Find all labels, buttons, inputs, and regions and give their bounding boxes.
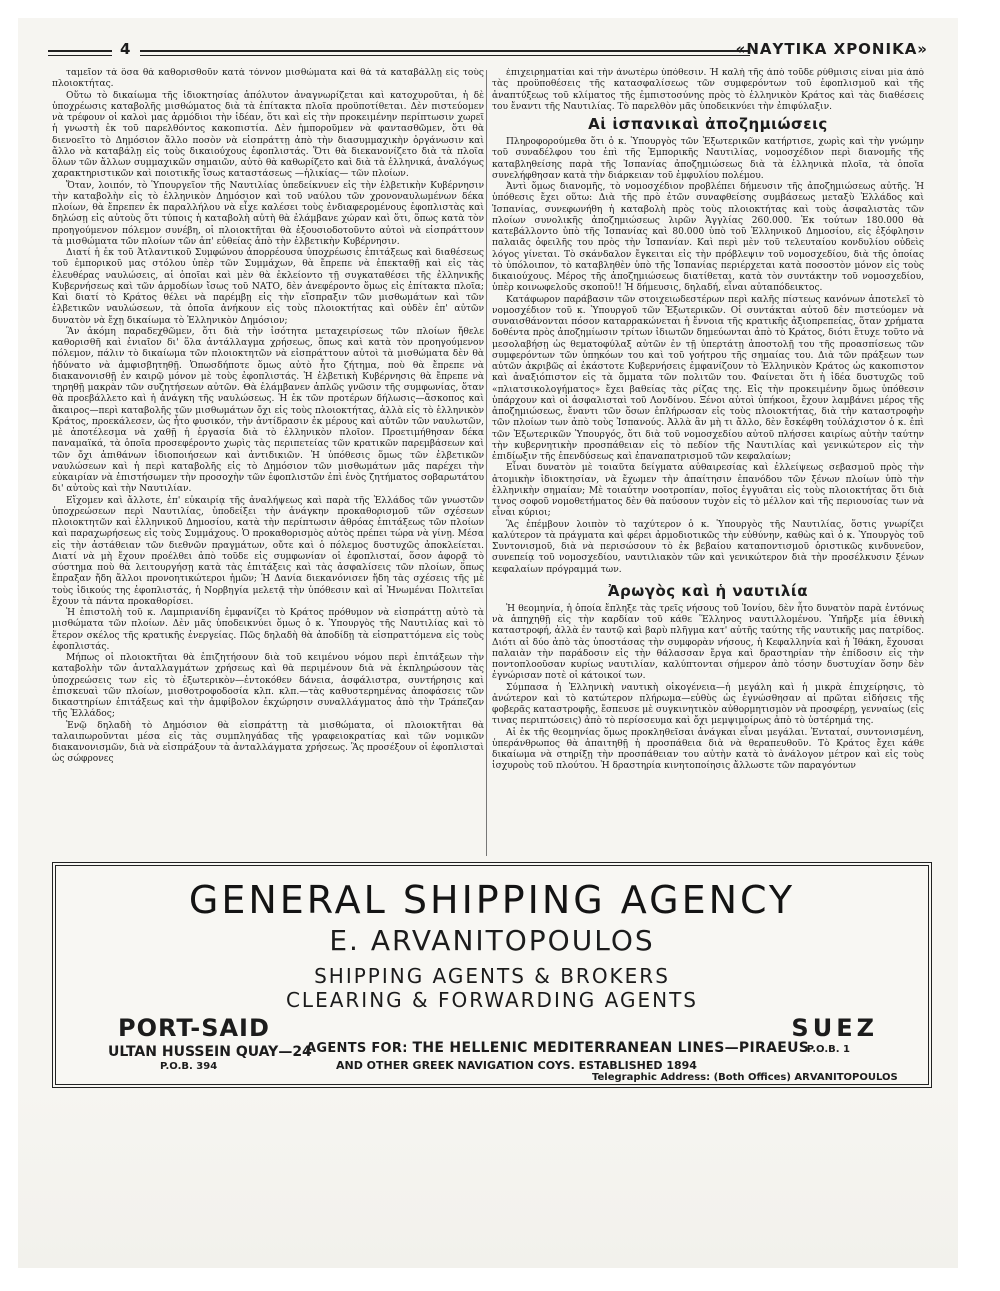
left-column <box>52 68 484 858</box>
ad-agents-prefix: AGENTS FOR: <box>306 1041 408 1056</box>
section-title-spanish-compensation: Αἱ ἱσπανικαὶ ἀποζημιώσεις <box>588 115 828 133</box>
ad-suez-pob: P.O.B. 1 <box>806 1044 850 1055</box>
ad-established: ESTABLISHED 1894 <box>578 1059 697 1072</box>
left-paragraph-4: Διατί ἡ ἐκ τοῦ Ἀτλαντικοῦ Συμφώνου ἀπορρέουσα ὑποχρέωσις ἐπιτάξεως καὶ διαθέσεως τοῦ ἐμπορικοῦ μας στόλου ὑπὲρ τῶν Συμμάχων, θὰ ἔπρεπε νὰ ἐπεκταθῇ καὶ εἰς τὰς ἐλευθέρας ναυλώσεις, αἱ ὁποῖαι καὶ μὲν θὰ ἐκλείοντο τῇ συγκαταθέσει τῆς ἑλληνικῆς Κυβερνήσεως καὶ τῶν ἁρμοδίων ἴσως τοῦ ΝΑΤΟ, δὲν ἀνεφέροντο ὅμως εἰς ἐπίτακτα πλοῖα; Καὶ διατί τὸ Κράτος θέλει νὰ παρέμβῃ εἰς τὴν εἴσπραξιν τῶν μισθωμάτων καὶ τῶν ἑλβετικῶν ναυλώσεων, τὰ ὁποῖα ἀνήκουν εἰς τοὺς πλοιοκτήτας καὶ οὐδὲν ἐπ' αὐτῶν δυνατὸν νὰ ἔχῃ δικαίωμα τὸ Ἑλληνικὸν Δημόσιον; <box>52 248 484 326</box>
right-intro-paragraph: ἐπιχειρηματίαι καὶ τὴν ἀνωτέρω ὑπόθεσιν. Ἡ καλὴ τῆς ἀπὸ τοῦδε ρύθμισις εἶναι μία ἀπὸ τὰς προϋποθέσεις τῆς κατασφαλίσεως τῶν συμφερόντων τοῦ ἐφοπλισμοῦ καὶ τῆς ἀναπτύξεως τοῦ κλίματος τῆς ἐμπιστοσύνης πρὸς τὸ ἑλληνικὸν Κράτος καὶ τὰς διαθέσεις του ἔναντι τῆς Ναυτιλίας. Τὸ παρελθὸν μᾶς ὑποδεικνύει τὴν ἐπιφύλαξιν. <box>492 68 924 112</box>
left-paragraph-5: Ἂν ἀκόμη παραδεχθῶμεν, ὅτι διὰ τὴν ἰσότητα μεταχειρίσεως τῶν πλοίων ἤθελε καθορισθῆ καὶ ἑνιαῖον δι' ὅλα ἀντάλλαγμα χρήσεως, ὅπως καὶ κατὰ τὸν προηγούμενον πόλεμον, πάλιν τὸ δικαίωμα τῶν πλοιοκτητῶν νὰ εἰσπράττουν αὐτοὶ τὰ μισθώματα δὲν θὰ ἠδύνατο νὰ ἀμφισβητηθῇ. Ὁπωσδήποτε ὅμως αὐτὸ ἦτο ζήτημα, ποὺ θὰ ἔπρεπε νὰ διακανονισθῇ ἐν καιρῷ μόνον μὲ τοὺς ἐφοπλιστάς. Ἡ ἑλβετικὴ Κυβέρνησις θὰ ἔπρεπε νὰ τηρηθῇ μακρὰν τῶν συζητήσεων αὐτῶν. Θὰ ἐλάμβανεν ἁπλῶς γνῶσιν τῆς συμφωνίας, ὅταν θὰ προεβάλλετο καὶ ἡ ἀνάγκη τῆς ναυλώσεως. Ἡ ἐκ τῶν προτέρων δήλωσις—ἄσκοπος καὶ ἄκαιρος—περὶ καταβολῆς τῶν μισθωμάτων ὄχι εἰς τοὺς πλοιοκτήτας, ἀλλὰ εἰς τὸ ἑλληνικὸν Κράτος, προεκάλεσεν, ὡς ἦτο φυσικόν, τὴν ἀντίδρασιν ἐκ μέρους καὶ αὐτῶν τῶν ναυλωτῶν, μὲ ἀποτέλεσμα νὰ χαθῇ ἡ ἐργασία διὰ τὸ ἑλληνικὸν πλοῖον. Προετιμήθησαν δέκα παναμαϊκά, τὰ ὁποῖα προσεφέροντο χωρὶς τὰς περιπετείας τῶν κρατικῶν παρεμβάσεων καὶ τῶν ὄχι ἀπιθάνων ἰδιοποιήσεων καὶ ἀντιδικιῶν. Ἡ ὑπόθεσις ὅμως τῶν ἑλβετικῶν ναυλώσεων καὶ ἡ περὶ καταβολῆς εἰς τὸ Δημόσιον τῶν μισθωμάτων μᾶς παρέχει τὴν εὐκαιρίαν νὰ ἐπιστήσωμεν τὴν προσοχὴν τῶν ἐφοπλιστῶν ἐπὶ ἑνὸς ζητήματος σοβαρωτάτου δι' αὐτοὺς καὶ τὴν Ναυτιλίαν. <box>52 326 484 495</box>
section1-paragraph-2: Ἀντὶ ὅμως διανομῆς, τὸ νομοσχέδιον προβλέπει δήμευσιν τῆς ἀποζημιώσεως αὐτῆς. Ἡ ὑπόθεσις ἔχει οὕτω: Διὰ τῆς πρὸ ἐτῶν συναφθείσης συμβάσεως μεταξὺ Ἑλλάδος καὶ Ἱσπανίας, συνεφωνήθη ἡ καταβολὴ πρὸς τοὺς πλοιοκτήτας καὶ τοὺς ἀσφαλιστὰς τῶν πλοίων συνολικῆς ἀποζημιώσεως λιρῶν Ἀγγλίας 260.000. Ἐκ τούτων 180.000 θὰ κατεβάλλοντο ὑπὸ τῆς Ἱσπανίας καὶ 80.000 ὑπὸ τοῦ Ἑλληνικοῦ Δημοσίου, εἰς ἐξόφλησιν παλαιᾶς ὀφειλῆς του πρὸς τὴν Ἱσπανίαν. Καὶ περὶ μὲν τοῦ τελευταίου κονδυλίου οὐδεὶς λόγος γίνεται. Τὸ σκάνδαλον ἔγκειται εἰς τὴν πρόβλεψιν τοῦ νομοσχεδίου, διὰ τῆς ὁποίας τὸ ὑπόλοιπον, τὸ καταβληθὲν ὑπὸ τῆς Ἱσπανίας περιέρχεται κατὰ ποσοστὸν μόνον εἰς τοὺς δικαιούχους. Μέρος τῆς ἀποζημιώσεως διατίθεται, κατὰ τὸν συντάκτην τοῦ νομοσχεδίου, ὑπὲρ κοινωφελοῦς σκοποῦ!! Ἡ δήμευσις, δηλαδή, εἶναι αὐταπόδεικτος. <box>492 182 924 294</box>
section1-paragraph-1: Πληροφορούμεθα ὅτι ὁ κ. Ὑπουργὸς τῶν Ἐξωτερικῶν κατήρτισε, χωρὶς καὶ τὴν γνώμην τοῦ συναδέλφου του ἐπὶ τῆς Ἐμπορικῆς Ναυτιλίας, νομοσχέδιον περὶ διανομῆς τῆς καταβληθείσης παρὰ τῆς Ἱσπανίας ἀποζημιώσεως διὰ τὰ ἑλληνικὰ πλοῖα, τὰ ὁποῖα συνελήφθησαν κατὰ τὴν διάρκειαν τοῦ ἐμφυλίου πολέμου. <box>492 137 924 181</box>
header-rule-left-thin <box>48 55 112 56</box>
ad-owner-name: E. ARVANITOPOULOS <box>329 924 655 957</box>
section1-paragraph-3: Κατάφωρον παράβασιν τῶν στοιχειωδεστέρων περὶ καλῆς πίστεως κανόνων ἀποτελεῖ τὸ νομοσχέδιον τοῦ κ. Ὑπουργοῦ τῶν Ἐξωτερικῶν. Οἱ συντάκται αὐτοῦ δὲν πιστεύομεν νὰ συναισθάνονται πόσον καταρρακώνεται ἡ ἔννοια τῆς κρατικῆς ἀξιοπρεπείας, ὅταν χρήματα δοθέντα πρὸς ἀποζημίωσιν τρίτων ἰδιωτῶν δημεύωνται ἀπὸ τὸ Κράτος, διότι ἔτυχε τοῦτο νὰ μεσολαβήσῃ ὡς θεματοφύλαξ αὐτῶν ἐν τῇ ὑπερτάτῃ ἀποστολῇ του τῆς προασπίσεως τῶν συμφερόντων τῶν ὑπηκόων του καὶ τοῦ γοήτρου τῆς σημαίας του. Διὰ τῶν πράξεων των αὐτῶν ἀκριβῶς αἱ ἑκάστοτε Κυβερνήσεις ἐμφανίζουν τὸ Ἑλληνικὸν Κράτος ὡς κακοπιστον καὶ ἀναξιόπιστον εἰς τὰ ὄμματα τῶν πολιτῶν του. Φαίνεται ὅτι ἡ ἰδέα δυστυχῶς τοῦ «πλιατσικολογήματος» ἔχει βαθείας τὰς ρίζας της. Εἰς τὴν προκειμένην ὅμως ὑπόθεσιν ὑπάρχουν καὶ οἱ ἀσφαλισταὶ τοῦ Λονδίνου. Ξένοι αὐτοὶ ὑπήκοοι, ἔχουν λαμβάνει μέρος τῆς ἀποζημιώσεως, ἔναντι τῶν ὅσων ἐπλήρωσαν εἰς τοὺς πλοιοκτήτας, διὰ τὴν καταστροφὴν τῶν πλοίων των ἀπὸ τοὺς Ἱσπανούς. Ἀλλὰ ἂν μὴ τι ἄλλο, δὲν ἔσκέφθη τοὐλάχιστον ὁ κ. ἐπὶ τῶν Ἐξωτερικῶν Ὑπουργός, ὅτι διὰ τοῦ νομοσχεδίου αὐτοῦ πλήσσει καιρίως αὐτὴν ταύτην τὴν κυβερνητικὴν προσπάθειαν εἰς τὸ πεδίον τῆς Ναυτιλίας καὶ γενικώτερον εἰς τὴν ἐπιδίωξιν τῆς ἐπενδύσεως καὶ ἐπαναπατρισμοῦ τῶν κεφαλαίων; <box>492 294 924 462</box>
section2-paragraph-1: Ἡ θεομηνία, ἡ ὁποία ἔπληξε τὰς τρεῖς νήσους τοῦ Ἰονίου, δὲν ἦτο δυνατὸν παρὰ ἐντόνως νὰ ἀπηχηθῇ εἰς τὴν καρδίαν τοῦ κάθε Ἕλληνος ναυτιλλομένου. Ὑπῆρξε μία ἐθνικὴ καταστροφή, ἀλλὰ ἐν ταυτῷ καὶ βαρὺ πλῆγμα κατ' αὐτῆς ταύτης τῆς ναυτικῆς μας πατρίδος. Διότι αἱ δύο ἀπὸ τὰς ὑποστάσας τὴν συμφορὰν νήσους, ἡ Κεφαλληνία καὶ ἡ Ἰθάκη, ἔχουσαι παλαιὰν τὴν παράδοσιν εἰς τὴν θάλασσαν ἔργα καὶ δραστηρίαν τὴν ἐπίδοσιν εἰς τὴν ποντοπλοοῦσαν κυρίως ναυτιλίαν, καλύπτονται σήμερον ἀπὸ τόσην δυστυχίαν ὅσην δὲν ἐγνώρισαν ποτὲ οἱ κάτοικοί των. <box>492 603 924 682</box>
journal-title: «ΝΑΥΤΙΚΑ ΧΡΟΝΙΚΑ» <box>735 40 928 58</box>
left-paragraph-8: Μήπως οἱ πλοιοκτῆται θὰ ἐπιζητήσουν διὰ τοῦ κειμένου νόμου περὶ ἐπιτάξεων τὴν καταβολὴν τῶν ἀνταλλαγμάτων χρήσεως καὶ θὰ περιμένουν διὰ νὰ ἐκπληρώσουν τὰς ὑποχρεώσεις των εἰς τὸ ἐξωτερικὸν—ἐντοκόθεν δάνεια, ἀσφάλιστρα, συντήρησις καὶ ἐπισκευαὶ τῶν πλοίων, μισθοτροφοδοσία κλπ. κλπ.—τὰς καθυστερημένας ἀποφάσεις τῶν δικαστηρίων ἐπιτάξεως καὶ τὴν ἀμφίβολον ἐκχώρησιν συναλλάγματος ἀπὸ τὴν Τράπεζαν τῆς Ἑλλάδος; <box>52 653 484 720</box>
left-paragraph-1: ταμεῖον τὰ ὅσα θὰ καθορισθοῦν κατὰ τόννον μισθώματα καὶ θὰ τὰ καταβάλλῃ εἰς τοὺς πλοιοκτήτας. <box>52 68 484 90</box>
ad-port-said-address: ULTAN HUSSEIN QUAY—24 <box>108 1044 312 1060</box>
left-paragraph-9: Ἐνῷ δηλαδὴ τὸ Δημόσιον θὰ εἰσπράττῃ τὰ μισθώματα, οἱ πλοιοκτῆται θὰ ταλαιπωροῦνται μέσα εἰς τὰς συμπληγάδας τῆς γραφειοκρατίας καὶ τῶν νομικῶν διακανονισμῶν, διὰ νὰ εἰσπράξουν τὰ ἀνταλλάγματα χρήσεως. Ἂς προσέξουν οἱ ἐφοπλισταὶ ὡς σώφρονες <box>52 720 484 765</box>
page-header <box>48 40 928 68</box>
page-bottom-margin <box>18 1088 958 1268</box>
column-divider <box>486 70 487 856</box>
left-paragraph-3: Ὅταν, λοιπόν, τὸ Ὑπουργεῖον τῆς Ναυτιλίας ὑπεδείκνυεν εἰς τὴν ἑλβετικὴν Κυβέρνησιν τὴν καταβολὴν εἰς τὸ ἑλληνικὸν Δημόσιον καὶ τοῦ ναύλου τῶν χρονοναυλωμένων δέκα πλοίων, θὰ ἔπρεπεν ἐκ παραλλήλου νὰ εἶχε καλέσει τοὺς ἐνδιαφερομένους ἐφοπλιστὰς καὶ δηλώσῃ εἰς αὐτοὺς ὅτι τύποις ἡ καταβολὴ αὐτὴ θὰ ἐλάμβανε χώραν καὶ ὅτι, ὅπως κατὰ τὸν προηγούμενον πόλεμον συνέβη, οἱ πλοιοκτῆται θὰ ἐξουσιοδοτοῦντο αὐτοὶ νὰ εἰσπράττουν τὰ μισθώματα τῶν πλοίων τῶν ἀπ' εὐθείας ἀπὸ τὴν ἑλβετικὴν Κυβέρνησιν. <box>52 180 484 247</box>
header-rule-right-thin <box>140 55 750 56</box>
ad-company-name: GENERAL SHIPPING AGENCY <box>188 878 796 922</box>
ad-telegraphic-address: Telegraphic Address: (Both Offices) ARVANITOPOULOS <box>592 1072 898 1083</box>
ad-port-said-pob: P.O.B. 394 <box>160 1061 218 1072</box>
ad-suez: SUEZ <box>791 1014 878 1042</box>
section2-paragraph-3: Αἱ ἐκ τῆς θεομηνίας ὅμως προκληθεῖσαι ἀνάγκαι εἶναι μεγάλαι. Ἐνταταί, συντονισμένη, ὑπεράνθρωπος θὰ ἀπαιτηθῇ ἡ προσπάθεια διὰ νὰ θεραπευθοῦν. Τὸ Κράτος ἔχει κάθε δικαίωμα νὰ στηρίξῃ τὴν προσπάθειαν του αὐτὴν κατὰ τὸ ἀνάλογον μέτρον καὶ εἰς τοὺς ἰσχυροὺς τοῦ πλούτου. Ἡ δραστηρία κινητοποίησις ἄλλωστε τῶν παραγόντων <box>492 727 924 772</box>
header-rule-right <box>140 50 750 52</box>
left-paragraph-2: Οὕτω τὸ δικαίωμα τῆς ἰδιοκτησίας ἀπόλυτον ἀναγνωρίζεται καὶ κατοχυροῦται, ἡ δὲ ὑποχρέωσις καταβολῆς μισθώματος διὰ τὰ ἐπίτακτα πλοῖα προϋποτίθεται. Δὲν πιστεύομεν νὰ τρέφουν οἱ καλοὶ μας ἀρμόδιοι τὴν ἰδέαν, ὅτι καὶ εἰς τὴν προκειμένην περίπτωσιν χωρεῖ ἡ γνωστὴ ἐκ τοῦ παρελθόντος κακοπιστία. Δὲν ἠμποροῦμεν νὰ φαντασθῶμεν, ὅτι θὰ διενοεῖτο τὸ Δημόσιον ἄλλο ποσὸν νὰ εἰσπράττῃ ἀπὸ τὴν διασυμμαχικὴν ὀργάνωσιν καὶ ἄλλο νὰ καταβάλῃ εἰς τοὺς δικαιούχους ἐφοπλιστάς. Ὅτι θὰ διεκανονίζετο διὰ τὰ πλοῖα ὅλων τῶν ἄλλων συμμαχικῶν σημαιῶν, αὐτὸ θὰ καθωρίζετο καὶ διὰ τὰ ἑλληνικά, ἀναλόγως χαρακτηριστικῶν καὶ ποιοτικῆς ἴσως καταστάσεως —ἡλικίας— τῶν πλοίων. <box>52 90 484 180</box>
ad-services-line-1: SHIPPING AGENTS & BROKERS <box>314 964 670 988</box>
ad-other-coys-line <box>336 1059 697 1072</box>
section1-paragraph-4: Εἶναι δυνατὸν μὲ τοιαῦτα δείγματα αὐθαιρεσίας καὶ ἐλλείψεως σεβασμοῦ πρὸς τὴν ἀτομικὴν ἰδιοκτησίαν, νὰ ἔχωμεν τὴν ἀπαίτησιν ἐπανόδου τῶν ξένων πλοίων ὑπὸ τὴν ἑλληνικὴν σημαίαν; Μὲ τοιαύτην νοοτροπίαν, ποῖος ἐγγυᾶται εἰς τοὺς πλοιοκτήτας ὅτι διὰ τινος σοφοῦ νομοθετήματος δὲν θὰ παύσουν τυχὸν εἰς τὸ μέλλον καὶ τῆς περιουσίας των νὰ εἶναι κύριοι; <box>492 463 924 519</box>
ad-agents-company: THE HELLENIC MEDITERRANEAN LINES—PIRAEUS <box>412 1040 810 1056</box>
ad-port-said: PORT-SAID <box>118 1014 270 1042</box>
ad-other-coys: AND OTHER GREEK NAVIGATION COYS. <box>336 1059 575 1072</box>
page-number: 4 <box>120 40 131 58</box>
header-rule-left <box>48 50 112 52</box>
left-paragraph-6: Εἴχομεν καὶ ἄλλοτε, ἐπ' εὐκαιρίᾳ τῆς ἀναλήψεως καὶ παρὰ τῆς Ἑλλάδος τῶν γνωστῶν ὑποχρεώσεων περὶ Ναυτιλίας, ὑποδείξει τὴν ἀνάγκην προκαθορισμοῦ τῶν σχέσεων πλοιοκτητῶν καὶ ἑλληνικοῦ Δημοσίου, κατὰ τὴν περίπτωσιν ἀθρόας ἐπιτάξεως τῶν πλοίων καὶ παραχωρήσεως εἰς τοὺς Συμμάχους. Ὁ προκαθορισμὸς αὐτὸς πρέπει τώρα νὰ γίνῃ. Μέσα εἰς τὴν ἀστάθειαν τῶν διεθνῶν πραγμάτων, οὔτε καὶ ὁ πόλεμος δυστυχῶς ἀποκλείεται. Διατί νὰ μὴ ἔχουν προέλθει ἀπὸ τοῦδε εἰς συμφωνίαν οἱ ἐφοπλισταί, ὅσον ἀφορᾷ τὸ σύστημα ποὺ θὰ λειτουργήσῃ κατὰ τὰς ἐπιτάξεις καὶ τὰς ἀσφαλίσεις τῶν πλοίων, ὅπως ἔπραξαν ἤδη ἄλλοι προνοητικώτεροι ἡμῶν; Ἡ Δανία διεκανόνισεν ἤδη τὰς σχέσεις τῆς μὲ τοὺς ἰδικούς της ἐφοπλιστάς, ἡ Νορβηγία μελετᾷ τὴν ὑπόθεσιν καὶ αἱ Ἡνωμέναι Πολιτεῖαι ἔχουν τὰ πάντα προκαθορίσει. <box>52 495 484 607</box>
section-title-relief-and-shipping: Ἀρωγὸς καὶ ἡ ναυτιλία <box>607 581 809 600</box>
newspaper-page <box>18 18 958 1268</box>
ad-services-line-2: CLEARING & FORWARDING AGENTS <box>285 988 699 1012</box>
left-paragraph-7: Ἡ ἐπιστολὴ τοῦ κ. Λαμπριανίδη ἐμφανίζει τὸ Κράτος πρόθυμον νὰ εἰσπράττῃ αὐτὸ τὰ μισθώματα τῶν πλοίων. Δὲν μᾶς ὑποδεικνύει ὅμως ὁ κ. Ὑπουργὸς τῆς Ναυτιλίας καὶ τὸ ἕτερον σκέλος τῆς κρατικῆς ἐνεργείας. Πῶς δηλαδὴ θὰ ἀποδίδῃ τὰ εἰσπραττόμενα εἰς τοὺς ἐφοπλιστάς. <box>52 608 484 652</box>
shipping-agency-advertisement <box>52 862 932 1088</box>
section1-paragraph-5: Ἂς ἐπέμβουν λοιπὸν τὸ ταχύτερον ὁ κ. Ὑπουργὸς τῆς Ναυτιλίας, ὅστις γνωρίζει καλύτερον τὰ πράγματα καὶ φέρει ἀρμοδιοτικῶς τὴν εὐθύνην, καθὼς καὶ ὁ κ. Ὑπουργὸς τοῦ Συντονισμοῦ, διὰ νὰ περισώσουν τὸ ἐκ βεβαίου καταποντισμοῦ ὁριστικῶς κινδυνεῦον, συνεπείᾳ τοῦ νομοσχεδίου, ναυτιλιακὸν τῶν καὶ γενικώτερον διὰ τὴν προσέλκυσιν ξένων κεφαλαίων πρόγραμμά των. <box>492 519 924 575</box>
section2-paragraph-2: Σύμπασα ἡ Ἑλληνικὴ ναυτικὴ οἰκογένεια—ἡ μεγάλη καὶ ἡ μικρὰ ἐπιχείρησις, τὸ ἀνώτερον καὶ τὸ κατώτερον πλήρωμα—εὐθὺς ὡς ἐγνώσθησαν αἱ πρῶται εἰδήσεις τῆς φοβερᾶς καταστροφῆς, ἔσπευσε μὲ συγκινητικὸν αὐθορμητισμὸν νὰ προσφέρῃ, γενναίως (εἰς τινας περιπτώσεις) ἀπὸ τὸ περίσσευμα καὶ ὄχι μεμψιμοίρως ἀπὸ τὸ ὑστέρημά της. <box>492 682 924 727</box>
right-column <box>492 68 924 858</box>
ad-agents-line <box>306 1040 809 1056</box>
